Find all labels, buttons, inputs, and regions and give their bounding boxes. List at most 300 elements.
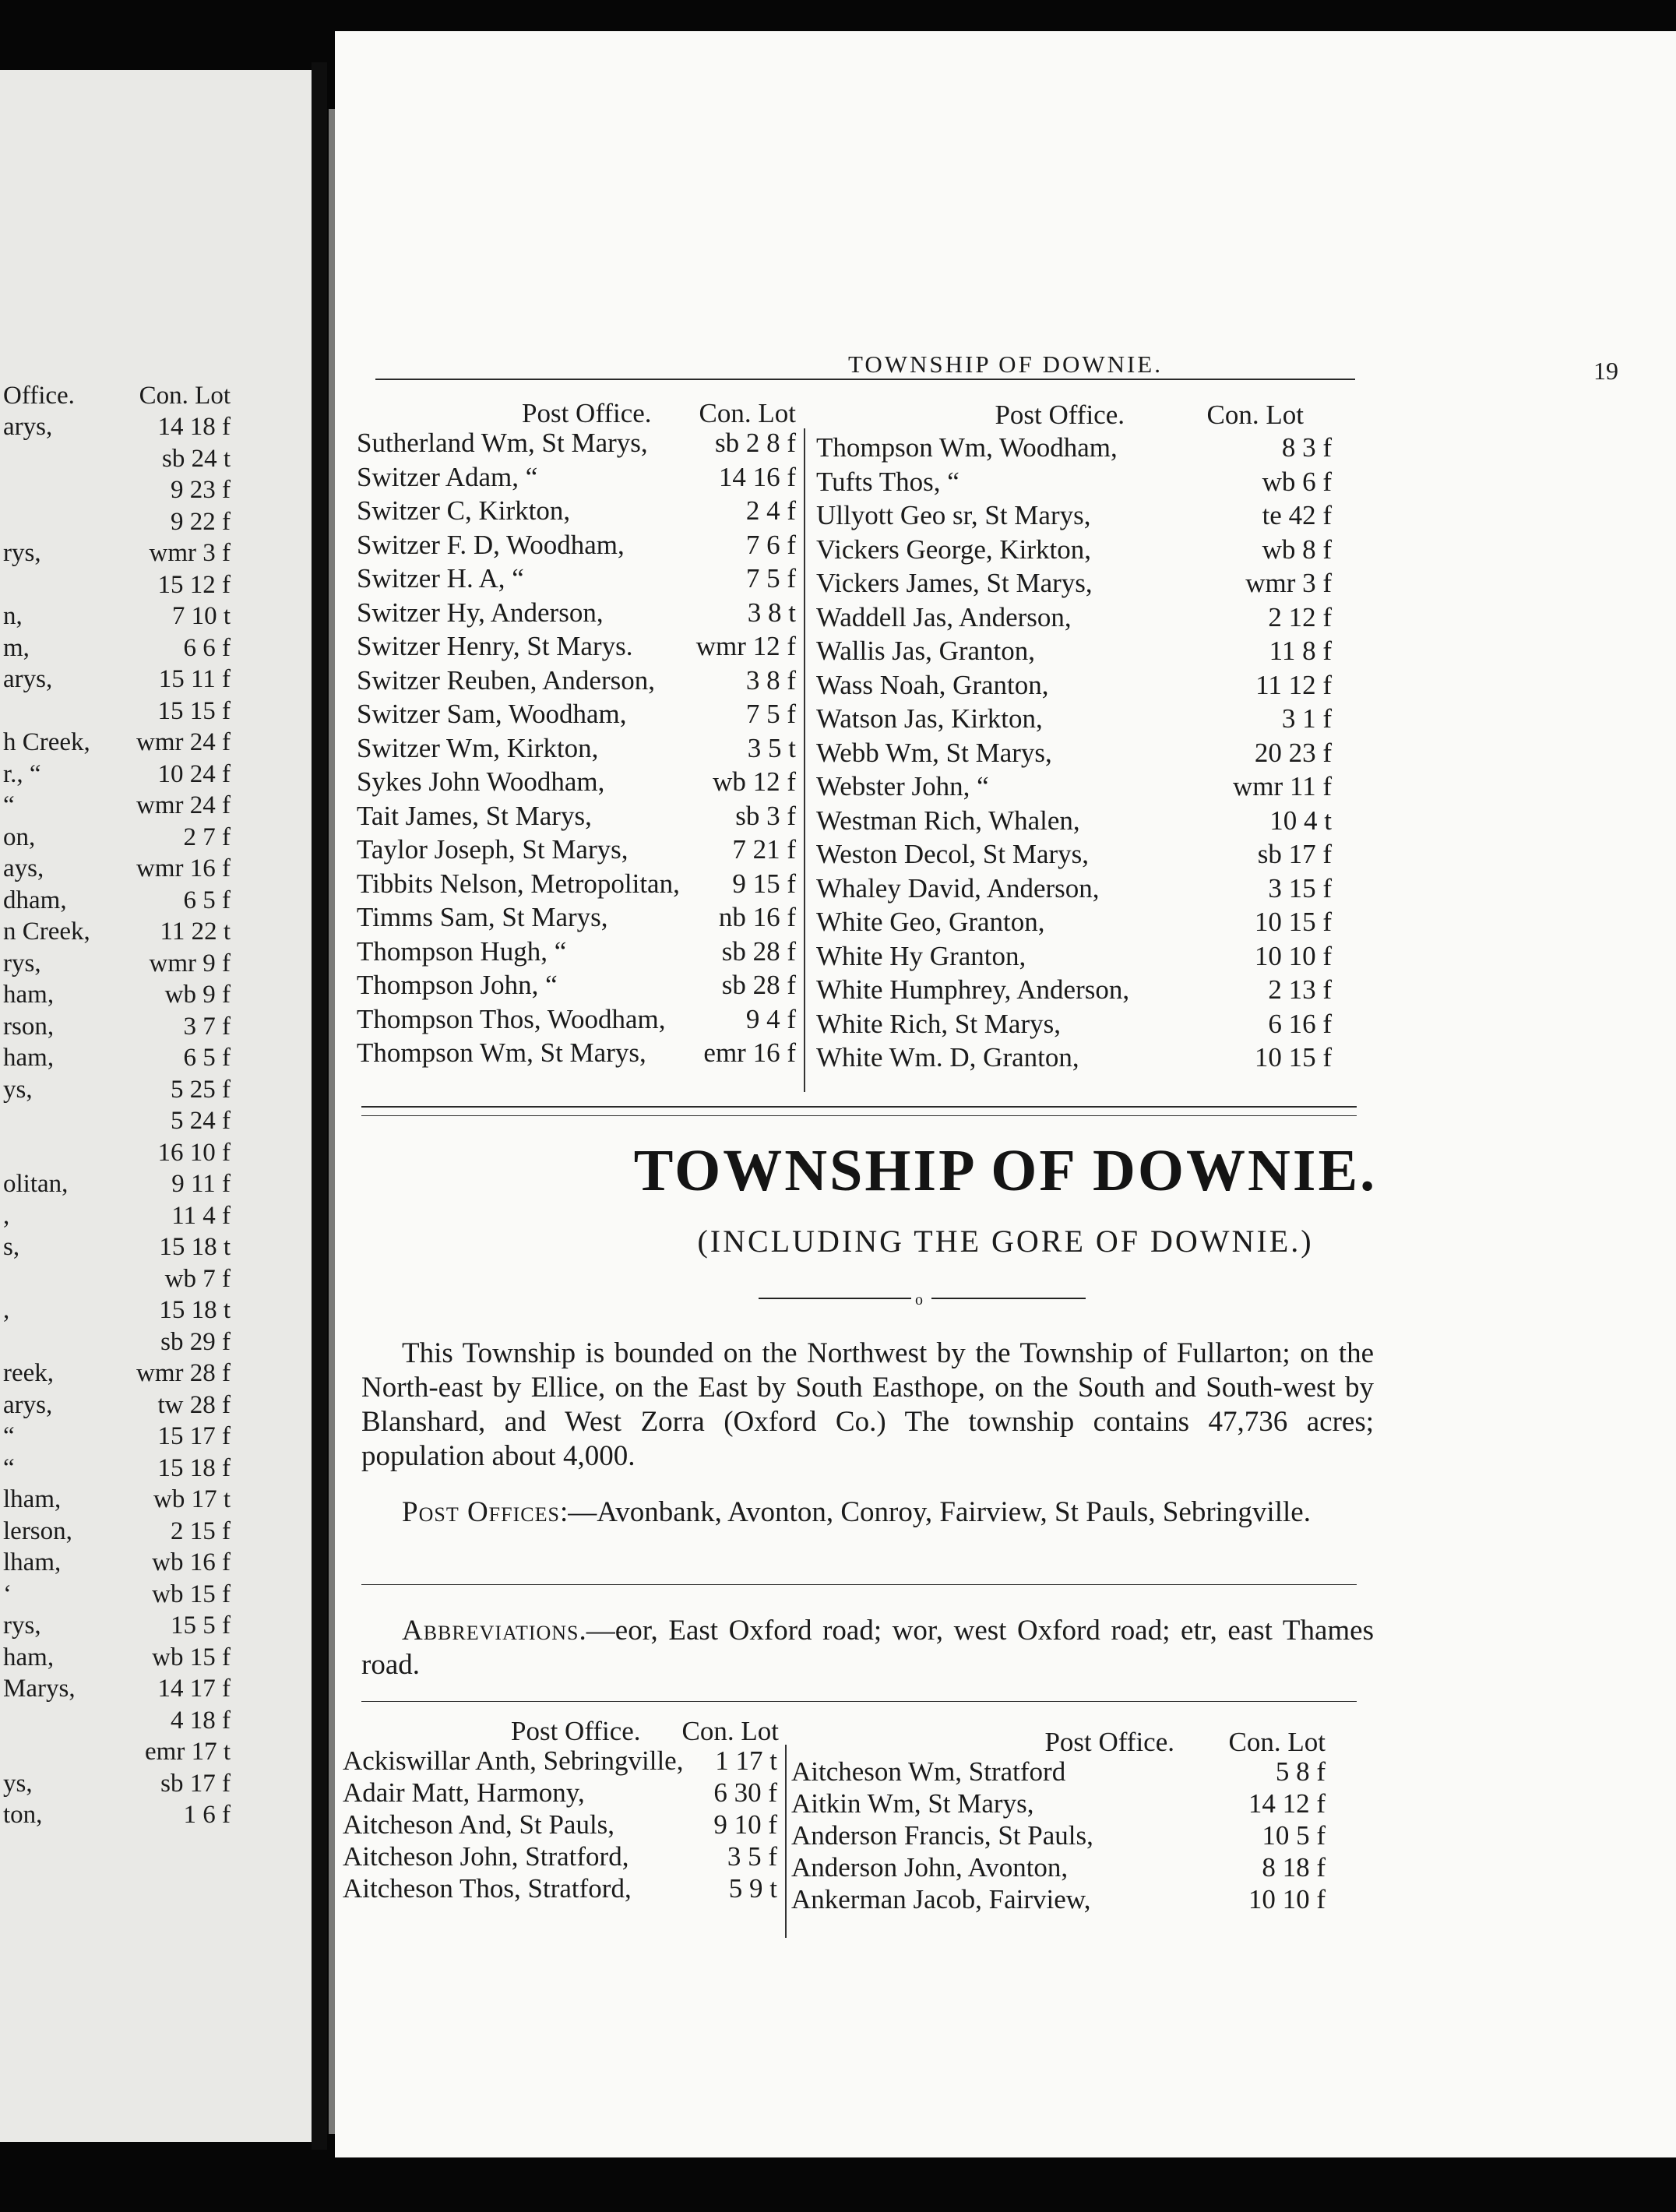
entry-con-lot: 2 13 f — [1268, 974, 1332, 1005]
table-row — [816, 466, 1332, 498]
entry-name: rys, — [3, 949, 41, 977]
left-page-row — [0, 1642, 231, 1673]
top-table-rule — [361, 1106, 1357, 1108]
top-left-col-header — [360, 397, 796, 429]
entry-name: rys, — [3, 1611, 41, 1640]
table-row — [816, 737, 1332, 769]
entry-name: Waddell Jas, Anderson, — [816, 601, 1072, 632]
entry-name: Switzer C, Kirkton, — [357, 495, 571, 526]
left-page-row — [0, 853, 231, 884]
left-page-row — [0, 664, 231, 695]
left-page-row — [0, 1516, 231, 1547]
entry-name: Ackiswillar Anth, Sebringville, — [343, 1745, 684, 1776]
entry-name: lham, — [3, 1548, 62, 1576]
entry-con-lot: 14 18 f — [157, 413, 231, 441]
entry-name: White Geo, Granton, — [816, 907, 1045, 937]
entry-name: , — [3, 1201, 10, 1230]
entry-name: olitan, — [3, 1170, 69, 1198]
entry-con-lot: 9 4 f — [745, 1003, 796, 1034]
entry-name: Thompson Wm, Woodham, — [816, 432, 1118, 463]
entry-con-lot: 9 10 f — [713, 1809, 777, 1840]
entry-name: Anderson Francis, St Pauls, — [791, 1820, 1093, 1851]
post-offices-label: Post Offices — [402, 1496, 560, 1528]
bottom-right-header-con-lot: Con. Lot — [1228, 1727, 1326, 1757]
entry-con-lot: emr 17 t — [145, 1738, 231, 1766]
entry-con-lot: 2 4 f — [745, 495, 796, 526]
table-row — [816, 499, 1332, 531]
table-row — [791, 1883, 1326, 1915]
entry-name: “ — [3, 1422, 15, 1450]
table-row — [357, 427, 796, 459]
entry-con-lot: 10 5 f — [1262, 1820, 1326, 1851]
entry-name: White Rich, St Marys, — [816, 1008, 1061, 1039]
entry-name: Wallis Jas, Granton, — [816, 636, 1036, 666]
entry-name: arys, — [3, 665, 53, 693]
table-row — [816, 1008, 1332, 1040]
table-row — [357, 732, 796, 764]
bottom-table-rule — [361, 1701, 1357, 1702]
entry-con-lot: 2 7 f — [183, 822, 231, 851]
entry-con-lot: sb 2 8 f — [714, 428, 796, 458]
entry-name: Thompson Thos, Woodham, — [357, 1003, 666, 1034]
entry-con-lot: 6 30 f — [713, 1777, 777, 1808]
entry-name: Whaley David, Anderson, — [816, 872, 1100, 903]
entry-con-lot: wmr 16 f — [136, 854, 231, 882]
left-page-row — [0, 885, 231, 916]
left-page-row — [0, 916, 231, 947]
entry-con-lot: 15 18 f — [157, 1453, 231, 1482]
entry-con-lot: wb 9 f — [164, 981, 231, 1009]
table-row — [357, 833, 796, 865]
table-row — [816, 567, 1332, 599]
left-page-row — [0, 1168, 231, 1199]
entry-name: rson, — [3, 1012, 55, 1041]
entry-con-lot: wb 6 f — [1262, 466, 1332, 497]
bottom-left-col-header — [343, 1715, 779, 1747]
entry-con-lot: 10 10 f — [1254, 940, 1332, 971]
entry-name: ham, — [3, 981, 55, 1009]
top-left-header-con-lot: Con. Lot — [699, 398, 796, 428]
entry-name: Weston Decol, St Marys, — [816, 839, 1090, 869]
table-row — [816, 872, 1332, 904]
table-row — [357, 868, 796, 900]
book-gutter — [312, 62, 327, 2150]
entry-con-lot: 16 10 f — [157, 1138, 231, 1167]
entry-con-lot: 7 5 f — [745, 699, 796, 729]
entry-con-lot: 7 6 f — [745, 529, 796, 560]
left-page-row — [0, 1799, 231, 1830]
entry-con-lot: 15 18 t — [159, 1296, 231, 1324]
entry-name: Ullyott Geo sr, St Marys, — [816, 500, 1091, 530]
entry-con-lot: 5 25 f — [171, 1075, 231, 1104]
entry-name: Tibbits Nelson, Metropolitan, — [357, 868, 680, 899]
entry-name: Timms Sam, St Marys, — [357, 902, 608, 932]
entry-name: arys, — [3, 413, 53, 441]
entry-con-lot: 14 17 f — [157, 1675, 231, 1703]
entry-name: Sykes John Woodham, — [357, 766, 605, 797]
entry-name: ys, — [3, 1075, 33, 1104]
table-row — [357, 935, 796, 967]
entry-con-lot: wb 7 f — [164, 1264, 231, 1293]
entry-con-lot: sb 24 t — [161, 444, 231, 473]
township-description: This Township is bounded on the Northwest by the Township of Fullarton; on the North-east by Ellice, on the East by South Easthope, on the South and South-west by Blanshard, and West Zorra (Oxford Co.) The township contains 47,736 acres; population about 4,000. — [361, 1337, 1374, 1472]
left-page-row — [0, 727, 231, 758]
entry-con-lot: te 42 f — [1262, 500, 1332, 530]
entry-con-lot: tw 28 f — [157, 1390, 231, 1419]
post-offices-paragraph — [361, 1495, 1374, 1530]
bottom-right-col-header — [790, 1726, 1326, 1758]
entry-con-lot: 15 12 f — [157, 570, 231, 599]
entry-con-lot: 3 7 f — [183, 1012, 231, 1041]
header-rule — [375, 379, 1355, 380]
entry-name: Switzer Sam, Woodham, — [357, 699, 627, 729]
abbreviations-label: Abbreviations — [402, 1615, 579, 1647]
left-page-row — [0, 1074, 231, 1105]
top-column-divider — [804, 428, 805, 1092]
left-page-row — [0, 1105, 231, 1136]
table-row — [357, 1037, 796, 1069]
entry-con-lot: 9 22 f — [171, 507, 231, 536]
entry-name: White Wm. D, Granton, — [816, 1042, 1079, 1073]
table-row — [816, 534, 1332, 565]
table-row — [816, 635, 1332, 667]
left-page-row — [0, 1137, 231, 1168]
left-page-row — [0, 506, 231, 537]
entry-name: ton, — [3, 1801, 43, 1829]
entry-name: lham, — [3, 1485, 62, 1513]
entry-con-lot: sb 17 f — [1257, 839, 1332, 869]
entry-name: Aitcheson And, St Pauls, — [343, 1809, 615, 1840]
entry-con-lot: 10 4 t — [1269, 805, 1332, 836]
entry-con-lot: 11 4 f — [171, 1201, 231, 1230]
left-page-row — [0, 1390, 231, 1421]
page-number: 19 — [1593, 357, 1618, 385]
entry-con-lot: 8 3 f — [1281, 432, 1332, 463]
left-page-row — [0, 759, 231, 790]
entry-con-lot: wmr 28 f — [136, 1359, 231, 1387]
entry-name: Tufts Thos, “ — [816, 466, 959, 497]
table-row — [343, 1809, 777, 1840]
entry-con-lot: 8 18 f — [1262, 1852, 1326, 1883]
bottom-right-header-post-office: Post Office. — [1044, 1727, 1174, 1757]
table-row — [357, 562, 796, 594]
entry-con-lot: wb 16 f — [152, 1548, 231, 1576]
entry-name: White Humphrey, Anderson, — [816, 974, 1130, 1005]
entry-con-lot: nb 16 f — [718, 902, 796, 932]
left-page-row — [0, 1453, 231, 1484]
left-page-row — [0, 1231, 231, 1263]
abbreviations-top-rule — [361, 1584, 1357, 1585]
entry-con-lot: wmr 9 f — [149, 949, 231, 977]
entry-con-lot: 10 24 f — [157, 759, 231, 788]
entry-name: Ankerman Jacob, Fairview, — [791, 1884, 1091, 1914]
left-page-row — [0, 1547, 231, 1578]
bottom-column-divider — [785, 1745, 787, 1938]
table-row — [816, 770, 1332, 802]
entry-con-lot: 11 8 f — [1269, 636, 1332, 666]
entry-con-lot: sb 29 f — [160, 1327, 231, 1356]
left-page-row — [0, 1042, 231, 1073]
left-page-row — [0, 601, 231, 632]
table-row — [791, 1756, 1326, 1788]
left-page-row — [0, 443, 231, 474]
table-row — [816, 1041, 1332, 1073]
entry-con-lot: 2 15 f — [171, 1516, 231, 1545]
entry-con-lot: 3 5 t — [747, 732, 796, 763]
table-row — [791, 1819, 1326, 1851]
top-left-header-post-office: Post Office. — [522, 398, 652, 428]
table-row — [357, 630, 796, 662]
entry-con-lot: 9 11 f — [171, 1170, 231, 1198]
entry-name: Vickers James, St Marys, — [816, 568, 1093, 598]
entry-con-lot: wmr 3 f — [1245, 568, 1332, 598]
entry-name: reek, — [3, 1359, 55, 1387]
entry-con-lot: 15 11 f — [158, 665, 231, 693]
entry-name: White Hy Granton, — [816, 940, 1026, 971]
entry-con-lot: wmr 12 f — [695, 631, 796, 661]
entry-con-lot: 9 23 f — [171, 476, 231, 504]
entry-con-lot: 14 16 f — [718, 461, 796, 492]
entry-name: Anderson John, Avonton, — [791, 1852, 1069, 1883]
table-row — [357, 800, 796, 832]
entry-con-lot: 20 23 f — [1254, 737, 1332, 768]
entry-name: Switzer Henry, St Marys. — [357, 631, 633, 661]
entry-name: ays, — [3, 854, 44, 882]
left-page-row — [0, 1294, 231, 1326]
left-page-row — [0, 1768, 231, 1799]
bottom-left-header-con-lot: Con. Lot — [681, 1716, 779, 1746]
entry-name: Thompson Wm, St Marys, — [357, 1037, 646, 1068]
entry-name: Switzer Hy, Anderson, — [357, 597, 604, 628]
entry-name: Webb Wm, St Marys, — [816, 737, 1052, 768]
entry-name: n, — [3, 602, 23, 630]
entry-name: Adair Matt, Harmony, — [343, 1777, 585, 1808]
abbreviations-text: .—eor, East Oxford road; wor, west Oxford road; etr, east Thames road. — [361, 1615, 1374, 1681]
left-page-row — [0, 569, 231, 601]
entry-con-lot: sb 28 f — [721, 970, 796, 1000]
left-page-row — [0, 1610, 231, 1641]
left-page-row — [0, 696, 231, 727]
entry-name: on, — [3, 822, 36, 851]
left-page-row — [0, 1484, 231, 1515]
post-offices-text: :—Avonbank, Avonton, Conroy, Fairview, St Pauls, Sebringville. — [559, 1496, 1311, 1528]
entry-name: Taylor Joseph, St Marys, — [357, 834, 628, 865]
entry-name: Aitkin Wm, St Marys, — [791, 1788, 1034, 1819]
abbreviations-paragraph — [361, 1614, 1374, 1682]
entry-con-lot: 11 12 f — [1255, 669, 1332, 700]
table-row — [343, 1745, 777, 1777]
left-page-row — [0, 822, 231, 853]
table-row — [791, 1851, 1326, 1883]
top-table-rule-2 — [361, 1115, 1357, 1116]
entry-name: Switzer Wm, Kirkton, — [357, 732, 599, 763]
entry-con-lot: 7 10 t — [171, 602, 231, 630]
entry-con-lot: sb 28 f — [721, 935, 796, 967]
left-page-row — [0, 1705, 231, 1736]
table-row — [357, 1003, 796, 1035]
section-title: TOWNSHIP OF DOWNIE. — [633, 1138, 1378, 1203]
entry-name: Switzer Adam, “ — [357, 461, 538, 492]
entry-name: Vickers George, Kirkton, — [816, 534, 1091, 565]
left-page-header — [0, 380, 231, 411]
table-row — [816, 906, 1332, 938]
entry-name: lerson, — [3, 1516, 72, 1545]
left-page-row — [0, 1358, 231, 1389]
left-page-row — [0, 1263, 231, 1294]
entry-name: Tait James, St Marys, — [357, 800, 592, 831]
top-right-header-post-office: Post Office. — [995, 400, 1125, 430]
top-right-header-con-lot: Con. Lot — [1206, 400, 1304, 430]
ornament-divider — [759, 1287, 1086, 1310]
table-row — [816, 669, 1332, 701]
table-row — [357, 901, 796, 933]
entry-con-lot: 3 8 f — [745, 664, 796, 696]
entry-con-lot: 10 15 f — [1254, 907, 1332, 937]
entry-con-lot: 3 1 f — [1281, 703, 1332, 734]
entry-name: Marys, — [3, 1675, 76, 1703]
table-row — [357, 664, 796, 696]
entry-con-lot: wb 17 t — [153, 1485, 231, 1513]
entry-con-lot: wmr 11 f — [1232, 771, 1332, 801]
table-row — [343, 1840, 777, 1872]
entry-con-lot: 3 15 f — [1268, 872, 1332, 903]
table-row — [816, 940, 1332, 972]
entry-con-lot: 6 6 f — [183, 633, 231, 662]
entry-name: ham, — [3, 1044, 55, 1072]
entry-con-lot: 5 24 f — [171, 1107, 231, 1135]
table-row — [357, 597, 796, 629]
entry-con-lot: wb 8 f — [1262, 534, 1332, 565]
entry-con-lot: 15 18 t — [159, 1233, 231, 1261]
entry-name: Watson Jas, Kirkton, — [816, 703, 1043, 734]
entry-con-lot: 10 15 f — [1254, 1042, 1332, 1073]
left-page-row — [0, 1736, 231, 1767]
section-subtitle: (INCLUDING THE GORE OF DOWNIE.) — [697, 1224, 1314, 1259]
left-header-post-office: Office. — [3, 382, 75, 410]
entry-con-lot: emr 16 f — [703, 1037, 796, 1068]
table-row — [816, 838, 1332, 870]
entry-con-lot: 9 15 f — [732, 868, 796, 899]
entry-con-lot: wb 15 f — [152, 1580, 231, 1608]
entry-name: ham, — [3, 1643, 55, 1671]
left-page-row — [0, 1421, 231, 1452]
entry-name: n Creek, — [3, 918, 90, 946]
table-row — [816, 974, 1332, 1006]
left-page-row — [0, 474, 231, 505]
entry-con-lot: 1 6 f — [183, 1801, 231, 1829]
left-page-row — [0, 632, 231, 664]
entry-con-lot: 6 5 f — [183, 886, 231, 914]
entry-name: Switzer Reuben, Anderson, — [357, 664, 655, 696]
entry-name: , — [3, 1296, 10, 1324]
entry-con-lot: wmr 24 f — [136, 791, 231, 819]
entry-con-lot: sb 3 f — [735, 800, 796, 831]
entry-name: ‘ — [3, 1580, 12, 1608]
left-page-row — [0, 411, 231, 442]
entry-name: dham, — [3, 886, 67, 914]
entry-name: Aitcheson John, Stratford, — [343, 1841, 629, 1872]
left-header-con-lot: Con. Lot — [139, 382, 231, 410]
entry-name: Westman Rich, Whalen, — [816, 805, 1080, 836]
entry-con-lot: 7 21 f — [732, 834, 796, 865]
entry-name: Switzer F. D, Woodham, — [357, 529, 625, 560]
left-page-row — [0, 1579, 231, 1610]
table-row — [343, 1872, 777, 1904]
entry-con-lot: 3 5 f — [727, 1841, 777, 1872]
entry-con-lot: wmr 3 f — [149, 539, 231, 567]
entry-name: ys, — [3, 1769, 33, 1798]
entry-con-lot: 15 15 f — [157, 696, 231, 725]
table-row — [816, 805, 1332, 837]
entry-name: Aitcheson Wm, Stratford — [791, 1756, 1066, 1787]
entry-con-lot: 3 8 t — [747, 597, 796, 628]
entry-name: Aitcheson Thos, Stratford, — [343, 1873, 632, 1904]
entry-name: arys, — [3, 1390, 53, 1419]
entry-con-lot: 6 16 f — [1268, 1008, 1332, 1039]
left-page-row — [0, 1011, 231, 1042]
entry-name: Thompson Hugh, “ — [357, 935, 567, 967]
table-row — [343, 1777, 777, 1809]
entry-con-lot: 7 5 f — [745, 563, 796, 594]
entry-name: “ — [3, 791, 15, 819]
entry-con-lot: wmr 24 f — [136, 728, 231, 756]
entry-con-lot: 10 10 f — [1248, 1884, 1326, 1914]
table-row — [791, 1788, 1326, 1819]
entry-con-lot: 6 5 f — [183, 1044, 231, 1072]
entry-name: h Creek, — [3, 728, 90, 756]
entry-con-lot: sb 17 f — [160, 1769, 231, 1798]
entry-con-lot: 5 9 t — [728, 1873, 777, 1904]
left-page-row — [0, 537, 231, 569]
table-row — [816, 431, 1332, 463]
left-page-row — [0, 790, 231, 821]
entry-name: Wass Noah, Granton, — [816, 669, 1049, 700]
left-page-row — [0, 1200, 231, 1231]
entry-name: Sutherland Wm, St Marys, — [357, 428, 648, 458]
left-page-row — [0, 979, 231, 1010]
running-title: TOWNSHIP OF DOWNIE. — [847, 350, 1163, 378]
entry-con-lot: wb 12 f — [713, 766, 796, 797]
entry-name: Thompson John, “ — [357, 970, 558, 1000]
entry-con-lot: 5 8 f — [1275, 1756, 1326, 1787]
entry-con-lot: 11 22 t — [160, 918, 231, 946]
entry-con-lot: 2 12 f — [1268, 601, 1332, 632]
entry-con-lot: 1 17 t — [715, 1745, 777, 1776]
right-page — [335, 31, 1676, 2157]
table-row — [357, 766, 796, 798]
entry-con-lot: wb 15 f — [152, 1643, 231, 1671]
entry-name: s, — [3, 1233, 20, 1261]
left-page-row — [0, 1326, 231, 1358]
entry-name: rys, — [3, 539, 41, 567]
left-page-row — [0, 1673, 231, 1704]
entry-name: r., “ — [3, 759, 41, 788]
left-page-fragment — [0, 70, 312, 2142]
table-row — [357, 461, 796, 493]
entry-con-lot: 4 18 f — [171, 1706, 231, 1735]
entry-name: Switzer H. A, “ — [357, 563, 524, 594]
table-row — [357, 969, 796, 1001]
entry-con-lot: 14 12 f — [1248, 1788, 1326, 1819]
entry-con-lot: 15 5 f — [171, 1611, 231, 1640]
left-page-row — [0, 948, 231, 979]
table-row — [357, 698, 796, 730]
entry-name: Webster John, “ — [816, 771, 989, 801]
table-row — [357, 495, 796, 527]
table-row — [357, 529, 796, 561]
entry-con-lot: 15 17 f — [157, 1422, 231, 1450]
entry-name: “ — [3, 1453, 15, 1482]
